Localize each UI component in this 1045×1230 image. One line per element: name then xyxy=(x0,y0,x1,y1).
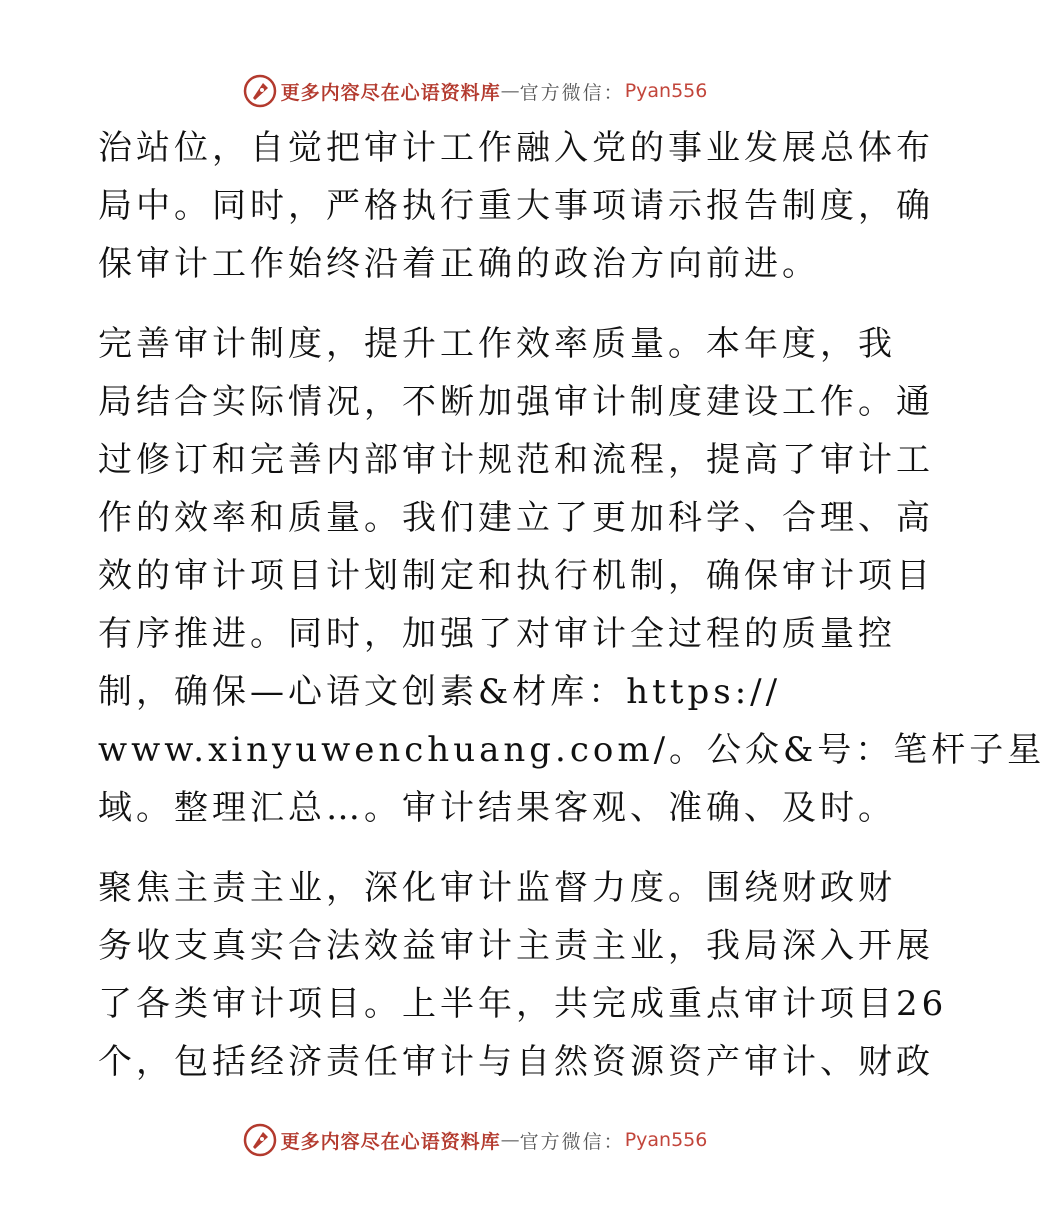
paragraph-1 xyxy=(98,119,934,293)
text-line: 完善审计制度，提升工作效率质量。本年度，我 xyxy=(98,324,896,364)
text-line: 域。整理汇总…。审计结果客观、准确、及时。 xyxy=(98,788,896,828)
text-line: 效的审计项目计划制定和执行机制，确保审计项目 xyxy=(98,556,934,596)
footer-watermark xyxy=(0,1120,950,1160)
text-line: 有序推进。同时，加强了对审计全过程的质量控 xyxy=(98,614,896,654)
text-line: 务收支真实合法效益审计主责主业，我局深入开展 xyxy=(98,926,934,966)
text-line: 治站位，自觉把审计工作融入党的事业发展总体布 xyxy=(98,128,934,168)
text-line: 个，包括经济责任审计与自然资源资产审计、财政 xyxy=(98,1042,934,1082)
text-line: www.xinyuwenchuang.com/。公众&号：笔杆子星 xyxy=(98,730,1045,770)
watermark-main-text: 更多内容尽在心语资料库 xyxy=(280,1130,501,1153)
watermark-wechat-id: Pyan556 xyxy=(624,1129,708,1151)
watermark-wechat-id: Pyan556 xyxy=(624,80,708,102)
watermark-main-text: 更多内容尽在心语资料库 xyxy=(280,81,501,104)
header-watermark xyxy=(0,71,950,111)
document-body xyxy=(98,119,1045,1091)
text-line: 保审计工作始终沿着正确的政治方向前进。 xyxy=(98,244,820,284)
paragraph-3 xyxy=(98,859,948,1091)
text-line: 制，确保—心语文创素&材库：https:// xyxy=(98,672,782,712)
paragraph-2 xyxy=(98,315,1045,837)
watermark-dash: — xyxy=(500,1129,520,1151)
watermark-wechat-label: 官方微信： xyxy=(519,81,625,104)
watermark-wechat-label: 官方微信： xyxy=(519,1130,625,1153)
text-line: 了各类审计项目。上半年，共完成重点审计项目26 xyxy=(98,984,948,1024)
text-line: 作的效率和质量。我们建立了更加科学、合理、高 xyxy=(98,498,934,538)
text-line: 局结合实际情况，不断加强审计制度建设工作。通 xyxy=(98,382,934,422)
pen-nib-logo-icon xyxy=(243,74,277,108)
text-line: 聚焦主责主业，深化审计监督力度。围绕财政财 xyxy=(98,868,896,908)
watermark-dash: — xyxy=(500,80,520,102)
text-line: 过修订和完善内部审计规范和流程，提高了审计工 xyxy=(98,440,934,480)
pen-nib-logo-icon xyxy=(243,1123,277,1157)
text-line: 局中。同时，严格执行重大事项请示报告制度，确 xyxy=(98,186,934,226)
